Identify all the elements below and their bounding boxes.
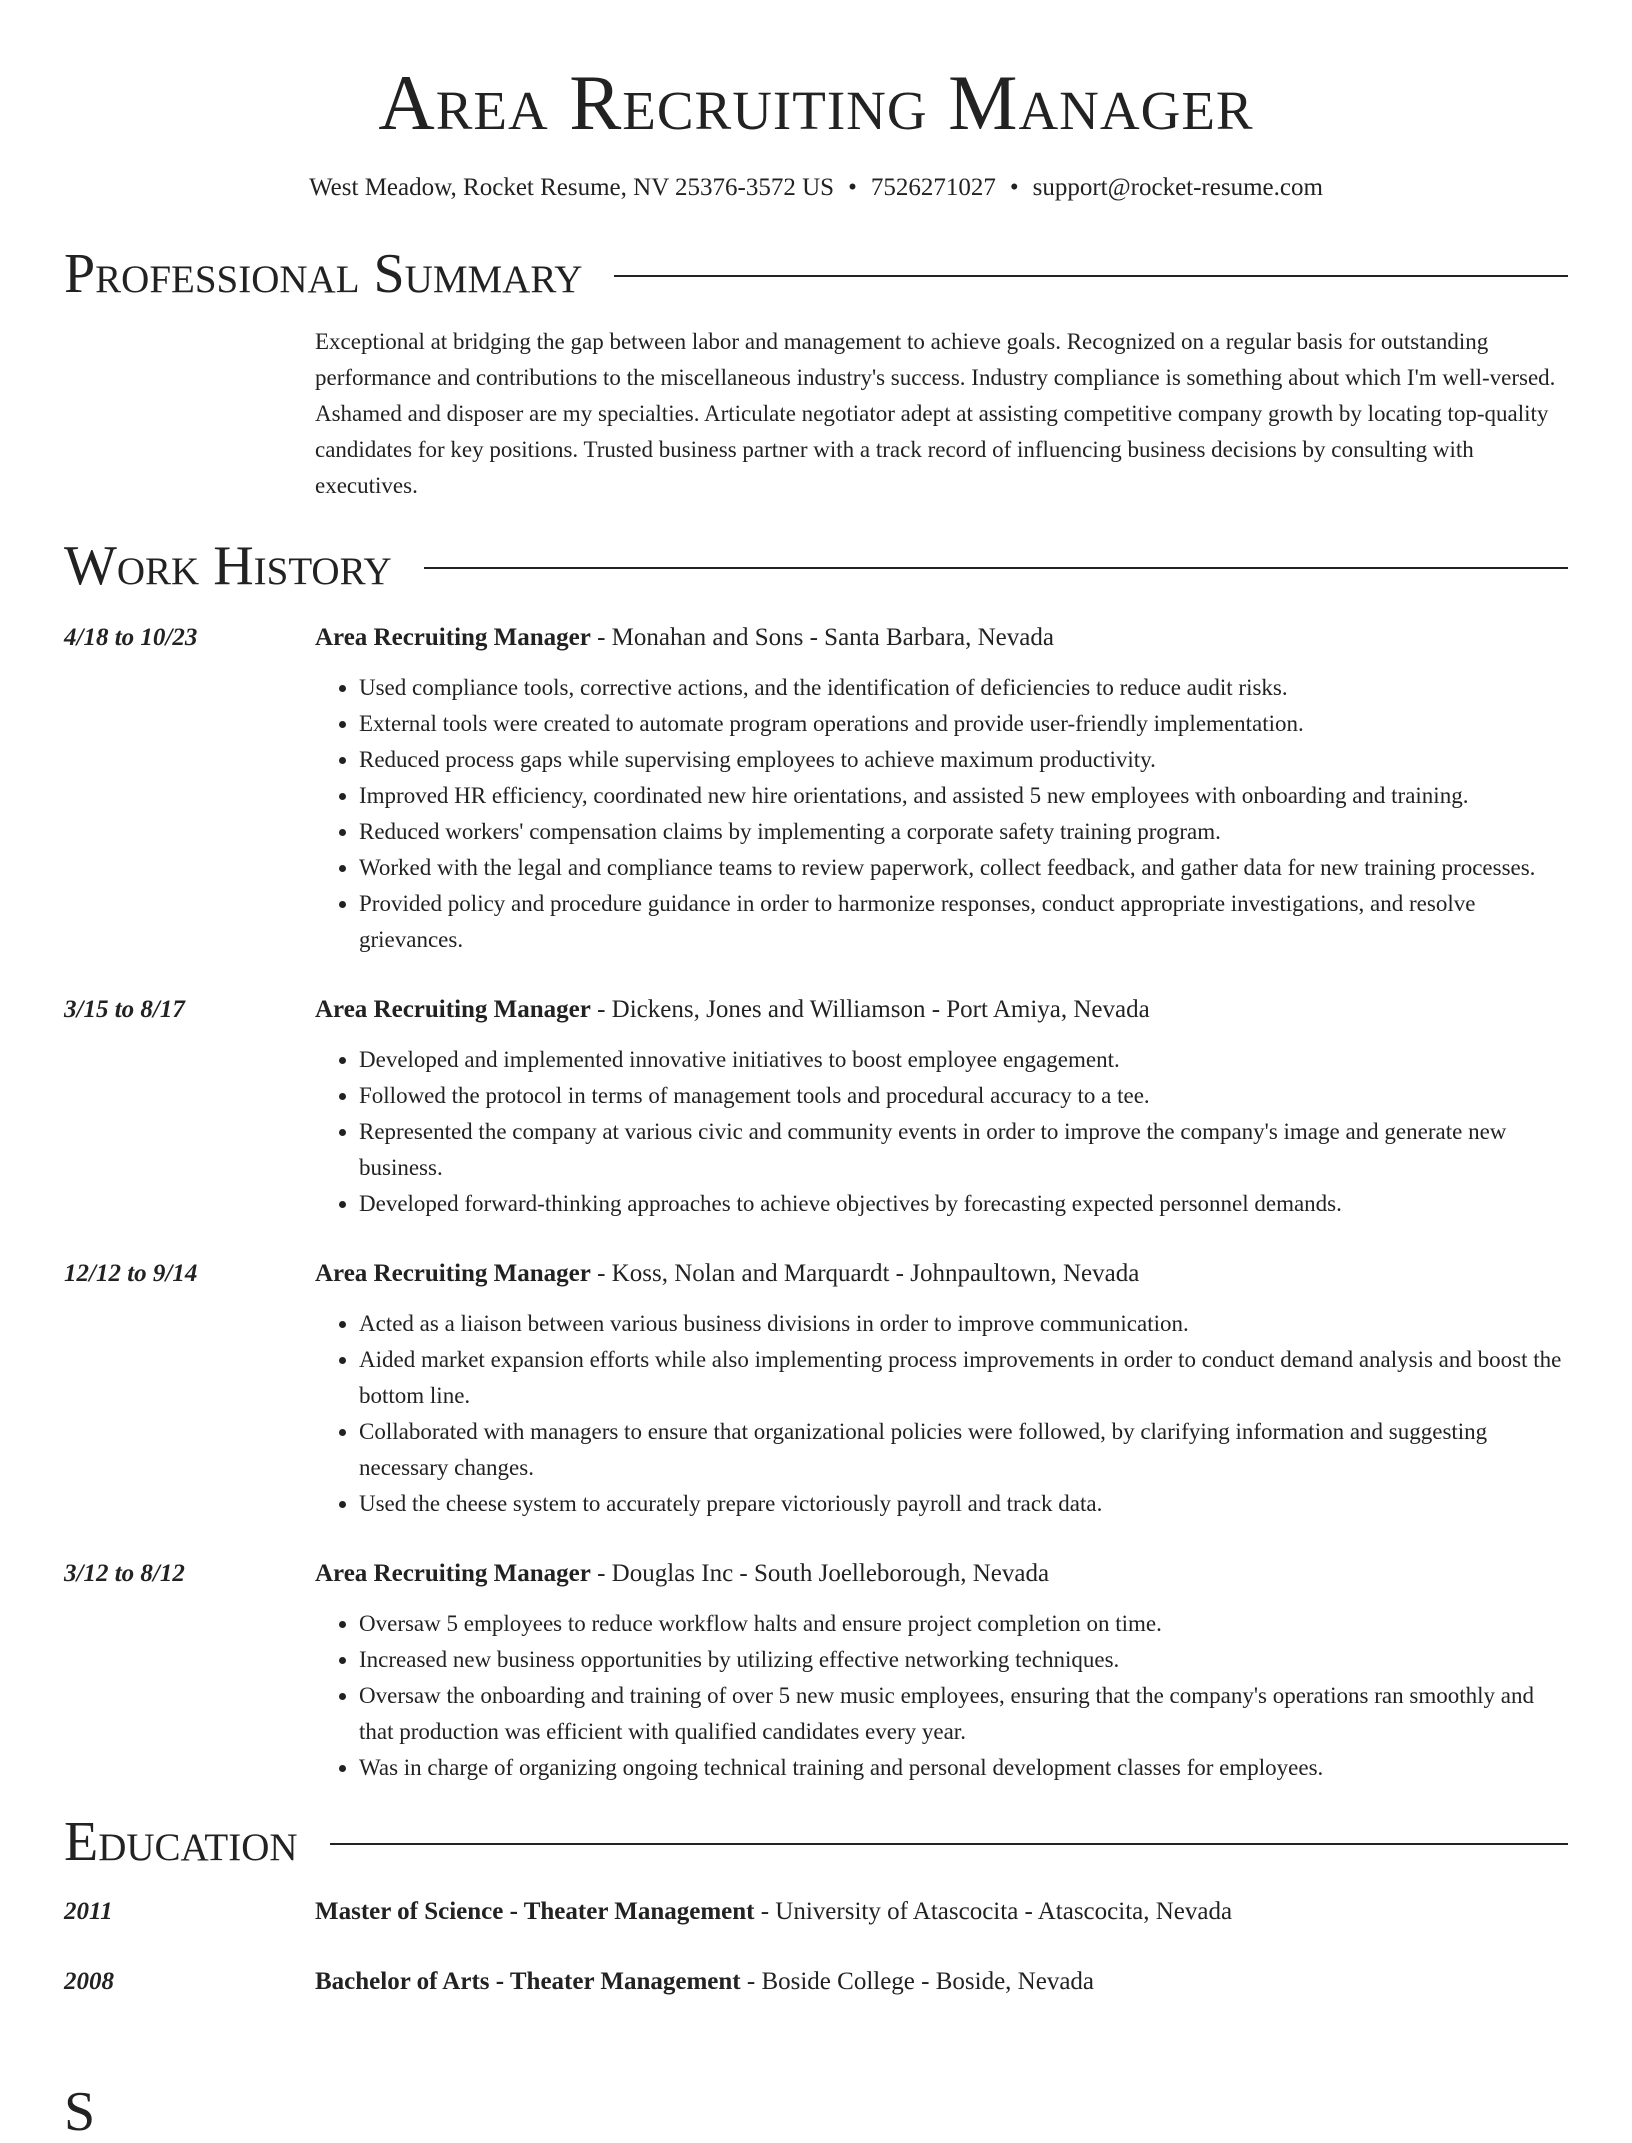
job-company-location: - Monahan and Sons - Santa Barbara, Nevada (590, 624, 1054, 651)
education-entry (64, 1962, 1568, 2002)
job-bullet: • Collaborated with managers to ensure that organizational policies were followed, by clarifying information and suggesting necessary changes. (359, 1414, 1568, 1486)
section-divider (614, 275, 1568, 277)
job-bullet: • Developed and implemented innovative initiatives to boost employee engagement. (359, 1042, 1568, 1078)
job-bullets (315, 1606, 1568, 1786)
job-title-line (315, 990, 1568, 1030)
job-entry (64, 1254, 1568, 1522)
job-title-line (315, 618, 1568, 658)
job-dates: 3/12 to 8/12 (64, 1560, 185, 1587)
job-bullet: • Worked with the legal and compliance teams to review paperwork, collect feedback, and gather data for new training processes. (359, 850, 1568, 886)
education-degree: Bachelor of Arts - Theater Management (315, 1968, 741, 1995)
job-bullet: • Oversaw 5 employees to reduce workflow halts and ensure project completion on time. (359, 1606, 1568, 1642)
job-dates: 3/15 to 8/17 (64, 996, 185, 1023)
contact-address: West Meadow, Rocket Resume, NV 25376-3572 US (309, 174, 835, 201)
job-bullet: • Used the cheese system to accurately prepare victoriously payroll and track data. (359, 1486, 1568, 1522)
contact-email: support@rocket-resume.com (1032, 174, 1323, 201)
contact-separator: • (848, 174, 857, 201)
contact-phone: 7526271027 (870, 174, 996, 201)
contact-line (64, 172, 1568, 204)
job-bullet: • External tools were created to automate program operations and provide user-friendly implementation. (359, 706, 1568, 742)
education-entry (64, 1892, 1568, 1932)
contact-separator: • (1009, 174, 1019, 201)
job-bullet: • Increased new business opportunities by utilizing effective networking techniques. (359, 1642, 1568, 1678)
resume-page (64, 0, 1568, 2002)
job-bullet: • Used compliance tools, corrective actions, and the identification of deficiencies to reduce audit risks. (359, 670, 1568, 706)
section-divider (424, 567, 1568, 569)
job-body (315, 1554, 1568, 1786)
job-title-line (315, 1254, 1568, 1294)
work-heading: Work History (64, 535, 392, 597)
job-bullets (315, 1306, 1568, 1522)
job-title: Area Recruiting Manager (315, 996, 591, 1023)
job-bullet: • Developed forward-thinking approaches to achieve objectives by forecasting expected personnel demands. (359, 1186, 1568, 1222)
education-year: 2011 (64, 1898, 113, 1925)
next-section-heading-fragment: S (64, 2081, 96, 2143)
job-bullet: • Aided market expansion efforts while also implementing process improvements in order to conduct demand analysis and boost the bottom line. (359, 1342, 1568, 1414)
job-bullet: • Followed the protocol in terms of management tools and procedural accuracy to a tee. (359, 1078, 1568, 1114)
job-entry (64, 618, 1568, 958)
job-bullet: • Represented the company at various civic and community events in order to improve the company's image and generate new business. (359, 1114, 1568, 1186)
job-title: Area Recruiting Manager (315, 624, 591, 651)
education-body (315, 1962, 1568, 2002)
summary-section-header (64, 244, 1568, 304)
work-history-list (64, 618, 1568, 1786)
education-school: - Boside College - Boside, Nevada (740, 1968, 1095, 1995)
section-divider (330, 1843, 1568, 1845)
summary-text: Exceptional at bridging the gap between labor and management to achieve goals. Recognized on a regular basis for outstanding performance and contributions to the miscellaneous industry's success. Industry compliance is something about which I'm well-versed. Ashamed and disposer are my specialties. Articulate negotiator adept at assisting competitive company growth by locating top-quality candidates for key positions. Trusted business partner with a track record of influencing business decisions by consulting with executives. (315, 329, 1556, 498)
job-title: Area Recruiting Manager (315, 1560, 591, 1587)
work-section-header (64, 536, 1568, 596)
job-entry (64, 1554, 1568, 1786)
summary-heading: Professional Summary (64, 243, 583, 305)
education-section-header (64, 1812, 1568, 1872)
job-title: Area Recruiting Manager (315, 1260, 591, 1287)
education-body (315, 1892, 1568, 1932)
job-company-location: - Douglas Inc - South Joelleborough, Nevada (590, 1560, 1050, 1587)
education-heading: Education (64, 1811, 298, 1873)
education-list (64, 1892, 1568, 2002)
education-degree: Master of Science - Theater Management (315, 1898, 755, 1925)
job-bullet: • Reduced process gaps while supervising employees to achieve maximum productivity. (359, 742, 1568, 778)
job-company-location: - Dickens, Jones and Williamson - Port Amiya, Nevada (590, 996, 1150, 1023)
education-school: - University of Atascocita - Atascocita, Nevada (754, 1898, 1233, 1925)
job-bullet: • Oversaw the onboarding and training of over 5 new music employees, ensuring that the company's operations ran smoothly and that production was efficient with qualified candidates every year. (359, 1678, 1568, 1750)
job-bullets (315, 1042, 1568, 1222)
education-year: 2008 (64, 1968, 114, 1995)
job-bullet: • Acted as a liaison between various business divisions in order to improve communication. (359, 1306, 1568, 1342)
job-entry (64, 990, 1568, 1222)
job-company-location: - Koss, Nolan and Marquardt - Johnpaultown, Nevada (590, 1260, 1140, 1287)
job-bullet: • Reduced workers' compensation claims by implementing a corporate safety training program. (359, 814, 1568, 850)
candidate-name: Area Recruiting Manager (378, 59, 1254, 146)
job-dates: 12/12 to 9/14 (64, 1260, 198, 1287)
job-body (315, 1254, 1568, 1522)
job-bullet: • Was in charge of organizing ongoing technical training and personal development classes for employees. (359, 1750, 1568, 1786)
job-dates: 4/18 to 10/23 (64, 624, 198, 651)
job-bullet: • Improved HR efficiency, coordinated new hire orientations, and assisted 5 new employees with onboarding and training. (359, 778, 1568, 814)
job-title-line (315, 1554, 1568, 1594)
job-bullet: • Provided policy and procedure guidance in order to harmonize responses, conduct appropriate investigations, and resolve grievances. (359, 886, 1568, 958)
job-bullets (315, 670, 1568, 958)
job-body (315, 618, 1568, 958)
job-body (315, 990, 1568, 1222)
